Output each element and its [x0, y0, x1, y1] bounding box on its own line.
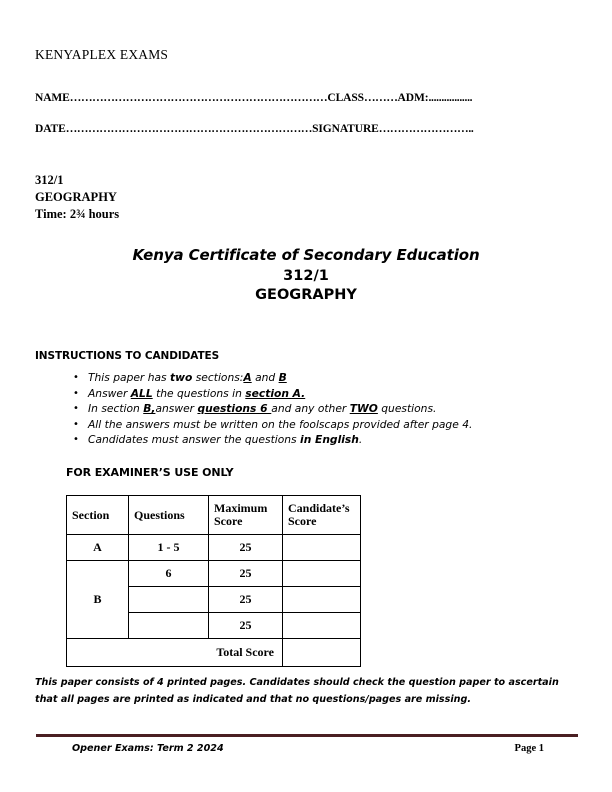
exam-title-block: [0, 246, 612, 303]
examiner-score-table: [66, 495, 361, 667]
cell-max-score-a: 25: [209, 535, 283, 561]
organization-header: KENYAPLEX EXAMS: [35, 47, 169, 62]
adm-dots: .................: [428, 92, 473, 104]
class-label: CLASS: [327, 92, 364, 104]
instruction-item-5: • Candidates must answer the questions in English.: [73, 433, 363, 447]
cell-candidate-score-b2[interactable]: [283, 587, 361, 613]
bullet-icon: •: [73, 403, 79, 415]
cell-questions-b3[interactable]: [129, 613, 209, 639]
instruction-item-1: • This paper has two sections:A and B: [73, 371, 287, 384]
paper-duration: Time: 2¾ hours: [35, 207, 120, 221]
cell-questions-b1: 6: [129, 561, 209, 587]
date-fill-line: [35, 123, 474, 135]
cell-candidate-score-b3[interactable]: [283, 613, 361, 639]
table-total-row: [67, 639, 361, 667]
total-score-value[interactable]: [283, 639, 361, 667]
instruction-item-4: • All the answers must be written on the foolscaps provided after page 4.: [73, 417, 473, 431]
signature-label: SIGNATURE: [312, 123, 379, 135]
cell-candidate-score-b1[interactable]: [283, 561, 361, 587]
footer-exam-session: Opener Exams: Term 2 2024: [72, 743, 224, 754]
cell-questions-b2[interactable]: [129, 587, 209, 613]
footer-page-number: Page 1: [514, 743, 544, 754]
name-dots: ……………………………………………………………: [69, 92, 328, 104]
examiner-use-heading: FOR EXAMINER’S USE ONLY: [66, 466, 234, 479]
printed-pages-notice: This paper consists of 4 printed pages. Candidates should check the question paper to ascertain that all pages are printed as indicated and that no questions/pages are missing.: [35, 677, 559, 705]
table-row: [67, 561, 361, 587]
column-header-questions: Questions: [129, 496, 209, 535]
name-label: NAME: [35, 92, 70, 104]
signature-dots: ……………………..: [378, 123, 474, 135]
date-dots: …………………………………………………………: [65, 123, 313, 135]
table-row: [67, 535, 361, 561]
instructions-list: [35, 370, 555, 448]
instruction-item-3: • In section B,answer questions 6 and any other TWO questions.: [73, 402, 437, 416]
column-header-section: Section: [67, 496, 129, 535]
column-header-maximum-score: Maximum Score: [209, 496, 283, 535]
adm-label: ADM:: [397, 92, 429, 104]
footer-rule: [36, 734, 578, 737]
paper-code: 312/1: [35, 173, 64, 187]
cell-questions-a: 1 - 5: [129, 535, 209, 561]
date-label: DATE: [35, 123, 66, 135]
name-fill-line: [35, 92, 472, 104]
cell-max-score-b2: 25: [209, 587, 283, 613]
cell-max-score-b3: 25: [209, 613, 283, 639]
bullet-icon: •: [73, 372, 79, 383]
column-header-candidate-score: Candidate’s Score: [283, 496, 361, 535]
table-header-row: [67, 496, 361, 535]
instruction-item-2: • Answer ALL the questions in section A.: [73, 386, 306, 400]
bullet-icon: •: [73, 434, 79, 446]
exam-title-line3: GEOGRAPHY: [255, 287, 357, 303]
class-dots: ………: [363, 92, 398, 104]
cell-section-a: A: [67, 535, 129, 561]
cell-section-b: B: [67, 561, 129, 639]
cell-candidate-score-a[interactable]: [283, 535, 361, 561]
instructions-heading: INSTRUCTIONS TO CANDIDATES: [35, 350, 220, 362]
bullet-icon: •: [73, 418, 79, 430]
cell-max-score-b1: 25: [209, 561, 283, 587]
total-score-label: Total Score: [67, 639, 283, 667]
exam-title-line2: 312/1: [283, 268, 329, 284]
paper-subject: GEOGRAPHY: [35, 190, 117, 204]
exam-title-line1: Kenya Certificate of Secondary Education: [132, 246, 480, 264]
bullet-icon: •: [73, 387, 79, 399]
paper-meta-block: [35, 172, 119, 223]
